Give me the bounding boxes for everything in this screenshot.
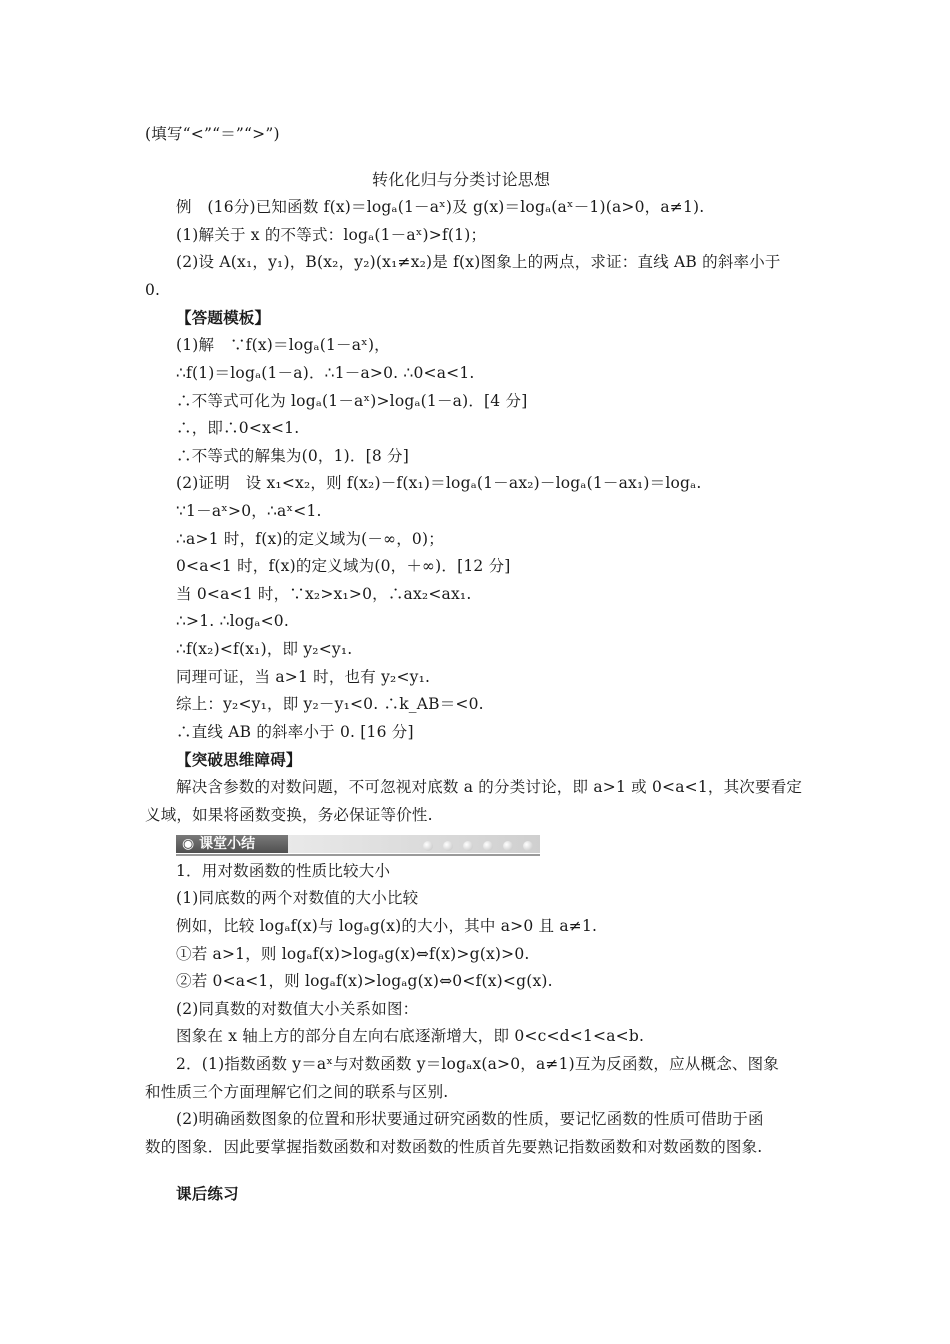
- decorative-dot-icon: [483, 841, 493, 851]
- solution-line: ∴不等式可化为 logₐ(1－aˣ)>logₐ(1－a)．[4 分]: [176, 392, 528, 410]
- summary-item-2: 2．(1)指数函数 y＝aˣ与对数函数 y＝logₐx(a>0，a≠1)互为反函数，应从概念、图象: [176, 1055, 780, 1073]
- summary-line: ②若 0<a<1，则 logₐf(x)>logₐg(x)⇔0<f(x)<g(x).: [176, 972, 553, 990]
- decorative-dot-icon: [443, 841, 453, 851]
- summary-item-1: 1．用对数函数的性质比较大小: [176, 862, 391, 880]
- summary-line: 图象在 x 轴上方的部分自左向右底逐渐增大，即 0<c<d<1<a<b.: [176, 1027, 645, 1045]
- example-statement: 例 (16分)已知函数 f(x)＝logₐ(1－aˣ)及 g(x)＝logₐ(aˣ－1)(a>0，a≠1).: [176, 198, 705, 216]
- question-1: (1)解关于 x 的不等式：logₐ(1－aˣ)>f(1)；: [176, 226, 487, 244]
- proof-line: 同理可证，当 a>1 时，也有 y₂<y₁.: [176, 668, 431, 686]
- proof-line: ∵1－aˣ>0，∴aˣ<1.: [176, 502, 322, 520]
- proof-line: 0<a<1 时，f(x)的定义域为(0，＋∞)．[12 分]: [176, 557, 511, 575]
- decorative-dot-icon: [423, 841, 433, 851]
- proof-line: ∴直线 AB 的斜率小于 0. [16 分]: [176, 723, 414, 741]
- question-2-continued: 0.: [145, 281, 161, 299]
- solution-line: ∴f(1)＝logₐ(1－a)．∴1－a>0. ∴0<a<1.: [176, 364, 475, 382]
- answer-template-heading: 【答题模板】: [176, 308, 271, 327]
- banner-rule: [176, 854, 540, 856]
- after-class-exercises-heading: 课后练习: [176, 1184, 239, 1203]
- summary-line-continued: 数的图象．因此要掌握指数函数和对数函数的性质首先要熟记指数函数和对数函数的图象.: [145, 1138, 763, 1156]
- decorative-dot-icon: [523, 841, 533, 851]
- proof-line: 综上：y₂<y₁，即 y₂－y₁<0. ∴k_AB＝<0.: [176, 695, 484, 713]
- section-title: 转化化归与分类讨论思想: [372, 170, 551, 189]
- solution-line: (1)解 ∵f(x)＝logₐ(1－aˣ)，: [176, 336, 390, 354]
- proof-line: ∴a>1 时，f(x)的定义域为(－∞，0)；: [176, 530, 444, 548]
- proof-line: 当 0<a<1 时，∵x₂>x₁>0，∴ax₂<ax₁.: [176, 585, 472, 603]
- proof-line: (2)证明 设 x₁<x₂，则 f(x₂)－f(x₁)＝logₐ(1－ax₂)－logₐ(1－ax₁)＝logₐ.: [176, 474, 702, 492]
- breakthrough-heading: 【突破思维障碍】: [176, 750, 302, 769]
- decorative-dot-icon: [463, 841, 473, 851]
- solution-line: ∴不等式的解集为(0，1)．[8 分]: [176, 447, 410, 465]
- question-2: (2)设 A(x₁，y₁)，B(x₂，y₂)(x₁≠x₂)是 f(x)图象上的两点，求证：直线 AB 的斜率小于: [176, 253, 781, 271]
- breakthrough-text: 解决含参数的对数问题，不可忽视对底数 a 的分类讨论，即 a>1 或 0<a<1，其次要看定: [176, 778, 803, 796]
- summary-item-2-continued: 和性质三个方面理解它们之间的联系与区别.: [145, 1083, 449, 1101]
- proof-line: ∴>1. ∴logₐ<0.: [176, 612, 289, 630]
- summary-line: ①若 a>1，则 logₐf(x)>logₐg(x)⇔f(x)>g(x)>0.: [176, 945, 530, 963]
- fill-hint: (填写“<”“＝”“>”): [145, 125, 280, 143]
- breakthrough-text-continued: 义域，如果将函数变换，务必保证等价性.: [145, 806, 433, 824]
- summary-line: (2)明确函数图象的位置和形状要通过研究函数的性质，要记忆函数的性质可借助于函: [176, 1110, 764, 1128]
- proof-line: ∴f(x₂)<f(x₁)，即 y₂<y₁.: [176, 640, 353, 658]
- solution-line: ∴，即∴0<x<1.: [176, 419, 300, 437]
- decorative-dot-icon: [503, 841, 513, 851]
- banner-decoration: [288, 835, 540, 853]
- class-summary-label: ◉ 课堂小结: [176, 835, 288, 853]
- summary-line: (2)同真数的对数值大小关系如图：: [176, 1000, 419, 1018]
- summary-line: (1)同底数的两个对数值的大小比较: [176, 889, 419, 907]
- summary-line: 例如，比较 logₐf(x)与 logₐg(x)的大小，其中 a>0 且 a≠1.: [176, 917, 598, 935]
- class-summary-banner: [176, 833, 540, 857]
